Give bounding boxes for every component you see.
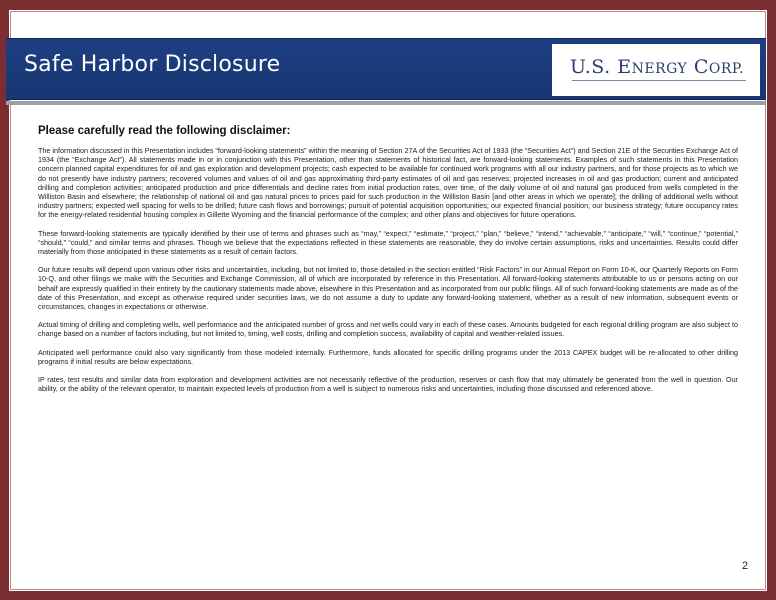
disclaimer-paragraph-4: Actual timing of drilling and completing wells, well performance and the anticipated number of gross and net wells could vary in each of these cases. Amounts budgeted for each regional drilling program are also subject to change based on a number of factors including, but not limited to, timing, well costs, drilling and completion success, availability of capital and weather-related issues.	[38, 320, 738, 339]
disclaimer-paragraph-6: IP rates, test results and similar data from exploration and development activities are not necessarily reflective of the production, reserves or cash flow that may ultimately be generated from the well in question. Our ability, or the ability of the relevant operator, to maintain expected levels of production from a well is subject to numerous risks and uncertainties, including those discussed and referenced above.	[38, 375, 738, 394]
logo-part-1: U.S. E	[570, 56, 632, 78]
header-underline	[6, 101, 766, 105]
logo-part-2: NERGY	[631, 61, 688, 77]
page-number: 2	[742, 560, 749, 572]
disclaimer-paragraph-5: Anticipated well performance could also vary significantly from those modeled internally. Furthermore, funds allocated for specific drilling programs under the 2013 CAPEX budget will be re-allocated to other drilling programs if initial results are below expectations.	[38, 347, 738, 366]
logo-underline	[572, 80, 746, 81]
disclaimer-body	[38, 125, 738, 402]
disclaimer-paragraph-3: Our future results will depend upon various other risks and uncertainties, including, but not limited to, those detailed in the section entitled “Risk Factors” in our Annual Report on Form 10-K, our Quarterly Reports on Form 10-Q, and other filings we make with the Securities and Exchange Commission, all of which are incorporated by reference in this Presentation. All forward-looking statements attributable to us or persons acting on our behalf are expressly qualified in their entirety by the cautionary statements made above, elsewhere in this Presentation and as incorporated from our public filings. All of such forward-looking statements are made as of the date of this Presentation, and except as otherwise required under securities laws, we do not assume a duty to update any forward-looking statement, whether as a result of new information, subsequent events or circumstances, changes in expectations or otherwise.	[38, 265, 738, 312]
disclaimer-paragraph-1: The information discussed in this Presentation includes “forward-looking statements” within the meaning of Section 27A of the Securities Act of 1933 (the “Securities Act”) and Section 21E of the Securities Exchange Act of 1934 (the “Exchange Act”). All statements made in or in conjunction with this Presentation, other than statements of historical fact, are forward-looking statements. Examples of such statements in this Presentation concern planned capital expenditures for oil and gas exploration and development projects; cash expected to be available for continued work programs with all our industry partners, and for those projects as to which we do not presently have industry partners; recovered volumes and values of oil and gas approximating third-party estimates of oil and gas reserves; projected increases in oil and gas production; current and anticipated drilling and completion activities; anticipated production and price differentials and decline rates from initial production rates, over time, of the daily volume of oil and natural gas produced from wells completed in the Williston Basin and elsewhere; the relationship of national oil and gas natural prices to prices paid for such production in the Williston Basin [and other areas in which we operate]; the drilling of additional wells without industry partners; expected well spacing for wells to be drilled; future cash flows and borrowings; pursuit of potential acquisition opportunities; our expected financial position; our business strategy; future occupancy rates for the energy-related residential housing complex in Gillette Wyoming and the financial performance of the complex; and other plans and objectives for future operations.	[38, 146, 738, 220]
company-logo	[570, 56, 744, 78]
logo-part-4: ORP.	[708, 61, 744, 77]
disclaimer-paragraph-2: These forward-looking statements are typically identified by their use of terms and phrases such as “may,” “expect,” “estimate,” “project,” “plan,” “believe,” “intend,” “achievable,” “anticipate,” “will,” “continue,” “potential,” “should,” “could,” and similar terms and phrases. Though we believe that the expectations reflected in these statements are reasonable, they do involve certain assumptions, risks and uncertainties. Results could differ materially from those anticipated in these statements as a result of certain factors.	[38, 228, 738, 257]
disclaimer-heading: Please carefully read the following disclaimer:	[38, 125, 291, 137]
slide-title: Safe Harbor Disclosure	[24, 52, 281, 77]
logo-part-3: C	[687, 56, 709, 78]
